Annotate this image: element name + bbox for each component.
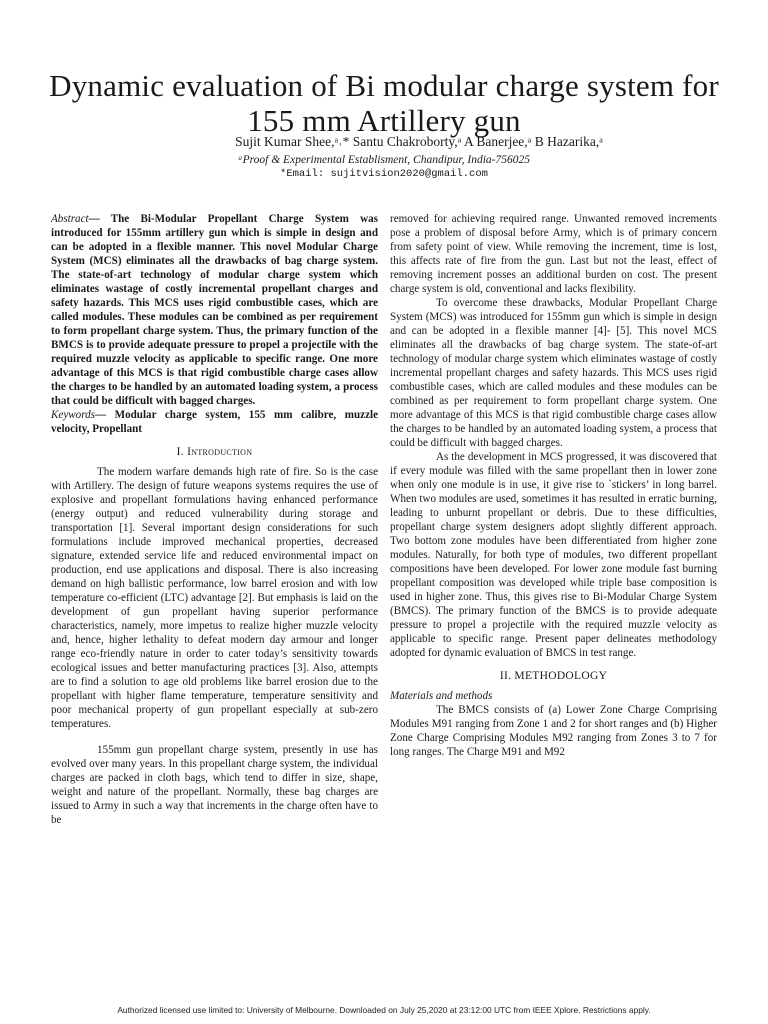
paragraph-gap [51,731,378,743]
paragraph-methods: The BMCS consists of (a) Lower Zone Charge Comprising Modules M91 ranging from Zone 1 and 2 for short ranges and (b) Higher Zone Charge Comprising Modules M92 ranging from Zones 3 to 7 for long ranges. The Charge M91 and M92 [390,704,717,758]
author-email: *Email: sujitvision2020@gmail.com [280,168,488,180]
author-list: Sujit Kumar Shee,ᵃ˒* Santu Chakroborty,ᵃ A Banerjee,ᵃ B Hazarika,ᵃ [235,134,603,149]
right-column [390,212,717,759]
paragraph-right-3: As the development in MCS progressed, it was discovered that if every module was filled with the same propellant then in lower zone when only one module is in use, it give rise to `stickers’ in long barrel. When two modules are used, sometimes it has resulted in erratic burning, leading to unburnt propellant or debris. Due to these difficulties, propellant charge system designers adopt slightly different approach. Two bottom zone modules have been differentiated from higher zone modules. Naturally, for both type of modules, two different propellant compositions have been developed. For lower zone module fast burning propellant composition was developed while triple base composition is used in higher zone. Thus, this gives rise to Bi-Modular Charge System (BMCS). The primary function of the BMCS is to provide adequate pressure to propel a projectile with the required muzzle velocity as applicable to specific range. Present paper delineates methodology adopted for dynamic evaluation of BMCS in test range. [390,451,717,659]
section-heading-methodology: II. METHODOLOGY [499,670,608,682]
keywords-label: Keywords [51,409,95,421]
paragraph-right-2: To overcome these drawbacks, Modular Propellant Charge System (MCS) was introduced for 155mm gun which is simple in design and can be adopted in a flexible manner [4]- [5]. This novel MCS eliminates all the drawbacks of bag charge system. The state-of-art technology of modular charge system which eliminates wastage of costly incremental propellant charges and safety hazards. This MCS uses rigid combustible cases, which are called modules and these modules can be combined as per requirement to form propellant charge system. One more advantage of this MCS is that rigid combustible charge cases allow the charges to be handled by an automated loading system, a process that could be difficult with bagged charges. [390,297,717,449]
keywords [51,408,378,436]
left-column [51,212,378,827]
abstract [51,212,378,408]
paper-title: Dynamic evaluation of Bi modular charge system for 155 mm Artillery gun [49,68,719,138]
keywords-body: — Modular charge system, 155 mm calibre, muzzle velocity, Propellant [51,409,378,435]
paragraph-right-1: removed for achieving required range. Unwanted removed increments pose a problem of disposal before Army, which is of primary concern from safety point of view. While removing the increment, time is lost, this affects rate of fire from the gun. Last but not the least, effect of removing increment posses an additional burden on cost. The present charge system is old, conventional and lacks flexibility. [390,213,717,295]
abstract-label: Abstract [51,213,89,225]
paragraph-intro-2: 155mm gun propellant charge system, presently in use has evolved over many years. In this propellant charge system, the individual charges are packed in cloth bags, which tend to differ in size, shape, weight and nature of the propellant. Normally, these bag charges are issued to Army in such a way that increments in the charge often have to be [51,744,378,826]
subsection-heading: Materials and methods [390,690,493,702]
affiliation: ᵃProof & Experimental Establisment, Chandipur, India-756025 [238,154,530,166]
license-footer: Authorized licensed use limited to: University of Melbourne. Downloaded on July 25,2020 at 23:12:00 UTC from IEEE Xplore. Restrictions apply. [117,1005,651,1015]
section-heading-introduction: I. Introduction [176,446,253,458]
abstract-body: — The Bi-Modular Propellant Charge System was introduced for 155mm artillery gun which is simple in design and can be adopted in a flexible manner. This novel Modular Charge System (MCS) eliminates all the drawbacks of bag charge system. The state-of-art technology of modular charge system which eliminates wastage of costly incremental propellant charges and safety hazards. This MCS uses rigid combustible cases, which are called modules. These modules can be combined as per requirement to form propellant charge system. Thus, the primary function of the BMCS is to provide adequate pressure to propel a projectile with the required muzzle velocity as applicable to specific range. One more advantage of this MCS is that rigid combustible charge cases allow the charges to be handled by an automated loading system, a process that could be difficult with bagged charges. [51,213,378,407]
paragraph-intro-1: The modern warfare demands high rate of fire. So is the case with Artillery. The design of future weapons systems requires the use of explosive and propellant formulations having enhanced performance (energy output) and reduced vulnerability during storage and transportation [1]. Several important design considerations for such formulations include improved mechanical properties, decreased signature, extended service life and reduced environmental impact on production, end use applications and disposal. There is also increasing demand on high ballistic performance, low barrel erosion and with low temperature co-efficient (LTC) advantage [2]. But emphasis is laid on the development of gun propellant having superior performance characteristics, namely, more impetus to realize higher muzzle velocity and, hence, higher lethality to defeat modern day armour and longer range eco-friendly nature in order to cater today’s sensitivity towards ecological issues and better manufacturing practices [3]. Also, attempts are to find a solution to age old problems like barrel erosion due to the propellant with higher flame temperature, temperature sensitivity and poor mechanical property of gun propellant especially at sub-zero temperatures. [51,466,378,730]
